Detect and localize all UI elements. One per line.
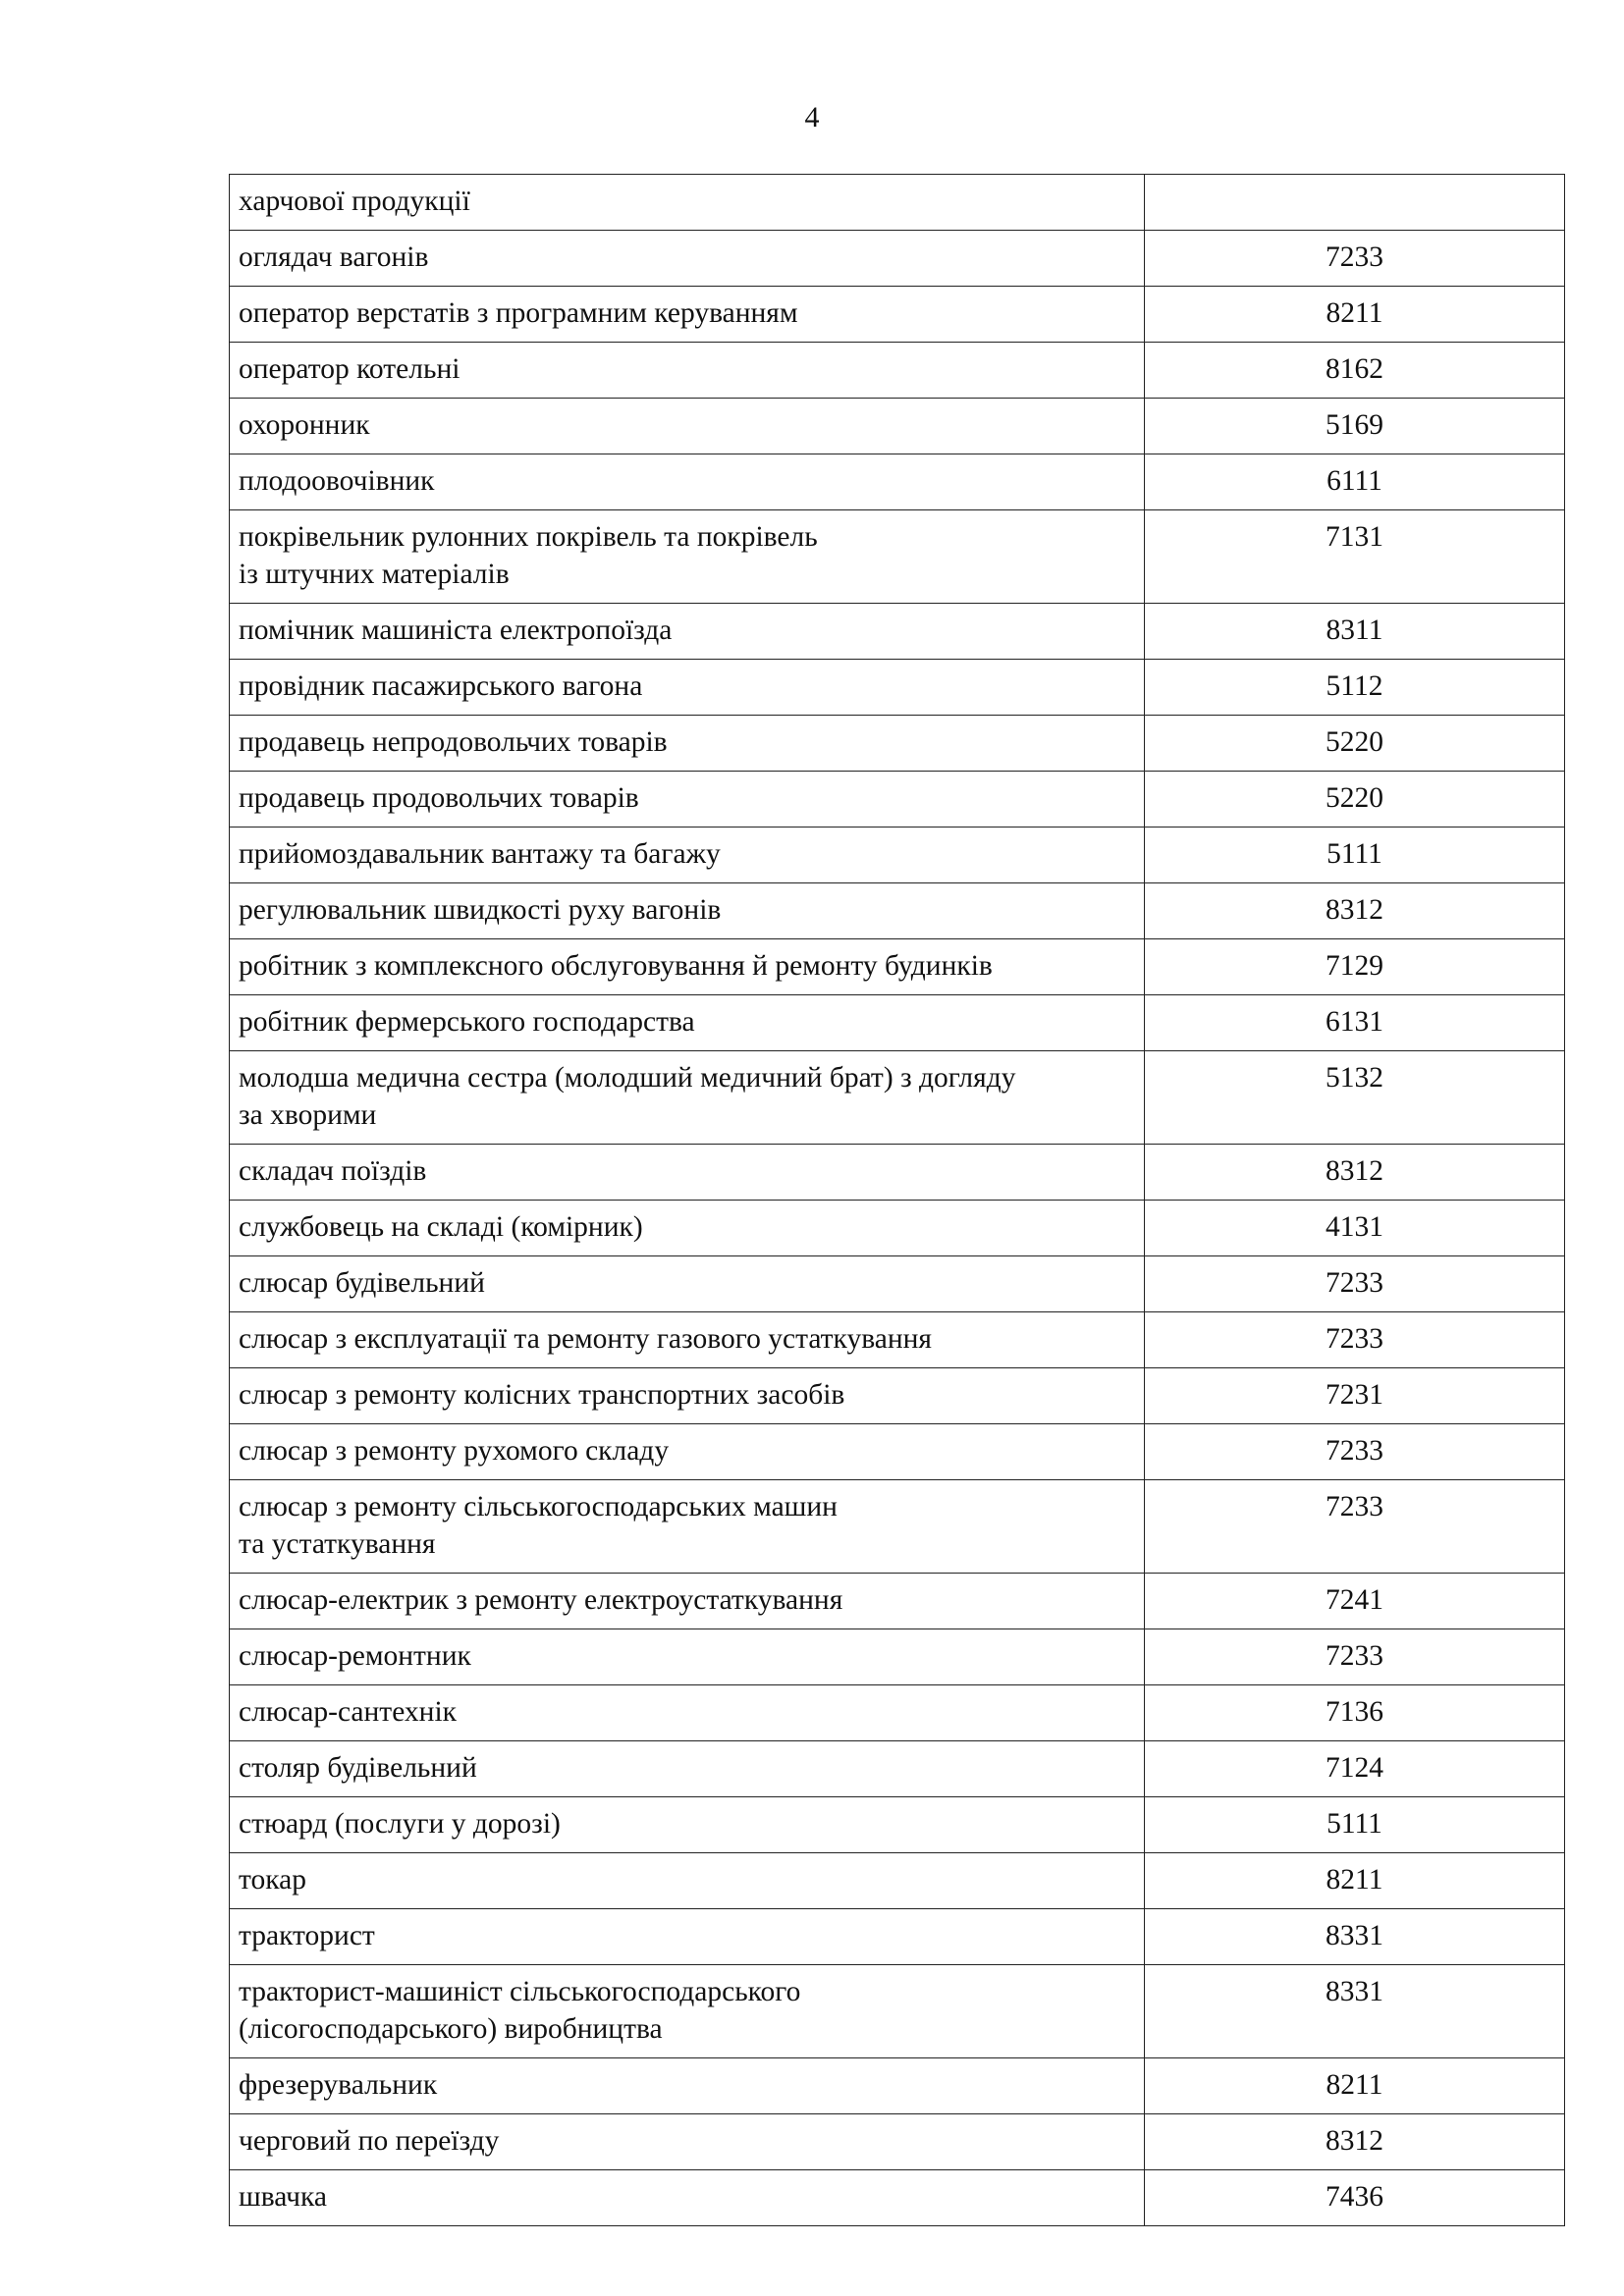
profession-code-cell: 6131: [1145, 995, 1565, 1051]
profession-code-cell: 7233: [1145, 1312, 1565, 1368]
profession-name-cell: [230, 939, 1145, 995]
profession-name-cell: [230, 883, 1145, 939]
table-row: [230, 660, 1565, 716]
profession-name-line: продавець непродовольчих товарів: [239, 726, 668, 758]
profession-name-line: слюсар з ремонту сільськогосподарських машин: [239, 1491, 838, 1522]
table-row: [230, 939, 1565, 995]
profession-name-cell: [230, 1368, 1145, 1424]
table-row: [230, 1480, 1565, 1574]
profession-name-cell: [230, 1480, 1145, 1574]
profession-code-cell: 6111: [1145, 454, 1565, 510]
profession-name-line: фрезерувальник: [239, 2069, 438, 2101]
profession-name-cell: [230, 1051, 1145, 1145]
profession-name-cell: [230, 1574, 1145, 1629]
profession-name-cell: [230, 1965, 1145, 2058]
profession-name-line: столяр будівельний: [239, 1752, 477, 1784]
table-row: [230, 2058, 1565, 2114]
profession-name-line: охоронник: [239, 409, 370, 441]
profession-name-line: регулювальник швидкості руху вагонів: [239, 894, 722, 926]
profession-name-line: (лісогосподарського) виробництва: [239, 2013, 663, 2045]
table-row: [230, 1741, 1565, 1797]
profession-name-line: стюард (послуги у дорозі): [239, 1808, 561, 1840]
profession-code-cell: 8211: [1145, 2058, 1565, 2114]
profession-name-line: та устаткування: [239, 1528, 436, 1560]
profession-name-cell: [230, 772, 1145, 828]
profession-code-cell: 8312: [1145, 883, 1565, 939]
table-row: [230, 995, 1565, 1051]
table-body: [230, 175, 1565, 2226]
profession-code-cell: [1145, 175, 1565, 231]
profession-name-cell: [230, 1312, 1145, 1368]
profession-name-line: робітник з комплексного обслуговування й ремонту будинків: [239, 950, 993, 982]
profession-code-cell: 7233: [1145, 231, 1565, 287]
profession-name-line: харчової продукції: [239, 186, 470, 217]
profession-name-cell: [230, 2114, 1145, 2170]
profession-name-cell: [230, 1741, 1145, 1797]
profession-code-cell: 8331: [1145, 1965, 1565, 2058]
profession-name-line: робітник фермерського господарства: [239, 1006, 695, 1038]
profession-name-line: складач поїздів: [239, 1155, 427, 1187]
profession-code-cell: 4131: [1145, 1201, 1565, 1256]
profession-code-table: [229, 174, 1565, 2226]
table-row: [230, 1312, 1565, 1368]
profession-code-cell: 7233: [1145, 1480, 1565, 1574]
profession-name-line: прийомоздавальник вантажу та багажу: [239, 838, 721, 870]
table-row: [230, 828, 1565, 883]
profession-code-cell: 5220: [1145, 772, 1565, 828]
profession-name-line: слюсар-електрик з ремонту електроустаткування: [239, 1584, 843, 1616]
table-row: [230, 399, 1565, 454]
profession-name-cell: [230, 660, 1145, 716]
table-row: [230, 1424, 1565, 1480]
table-row: [230, 1051, 1565, 1145]
table-row: [230, 510, 1565, 604]
profession-name-line: із штучних матеріалів: [239, 559, 510, 590]
profession-code-cell: 7241: [1145, 1574, 1565, 1629]
profession-name-line: за хворими: [239, 1099, 377, 1131]
profession-name-cell: [230, 231, 1145, 287]
profession-name-line: плодоовочівник: [239, 465, 435, 497]
table-row: [230, 1145, 1565, 1201]
profession-name-cell: [230, 1853, 1145, 1909]
table-row: [230, 343, 1565, 399]
profession-name-cell: [230, 1424, 1145, 1480]
profession-name-line: слюсар-ремонтник: [239, 1640, 471, 1672]
profession-code-cell: 8211: [1145, 287, 1565, 343]
profession-code-cell: 7136: [1145, 1685, 1565, 1741]
profession-name-line: помічник машиніста електропоїзда: [239, 614, 673, 646]
profession-code-cell: 8211: [1145, 1853, 1565, 1909]
profession-name-cell: [230, 454, 1145, 510]
profession-name-line: тракторист: [239, 1920, 375, 1951]
profession-code-cell: 7233: [1145, 1629, 1565, 1685]
profession-code-cell: 7131: [1145, 510, 1565, 604]
profession-name-cell: [230, 1797, 1145, 1853]
profession-name-cell: [230, 2058, 1145, 2114]
profession-name-cell: [230, 604, 1145, 660]
page-number: 4: [804, 101, 820, 133]
profession-code-cell: 5220: [1145, 716, 1565, 772]
profession-name-cell: [230, 716, 1145, 772]
profession-name-cell: [230, 510, 1145, 604]
table-row: [230, 1797, 1565, 1853]
profession-code-cell: 7436: [1145, 2170, 1565, 2226]
profession-name-cell: [230, 343, 1145, 399]
profession-name-line: швачка: [239, 2181, 327, 2213]
profession-code-cell: 7233: [1145, 1424, 1565, 1480]
profession-name-line: провідник пасажирського вагона: [239, 670, 643, 702]
profession-name-line: слюсар з ремонту колісних транспортних засобів: [239, 1379, 845, 1411]
table-row: [230, 1629, 1565, 1685]
profession-code-cell: 5112: [1145, 660, 1565, 716]
profession-name-cell: [230, 1909, 1145, 1965]
profession-name-cell: [230, 1685, 1145, 1741]
profession-code-cell: 7233: [1145, 1256, 1565, 1312]
table-row: [230, 1368, 1565, 1424]
table-row: [230, 1965, 1565, 2058]
profession-name-cell: [230, 828, 1145, 883]
profession-name-cell: [230, 995, 1145, 1051]
profession-name-line: молодша медична сестра (молодший медичний брат) з догляду: [239, 1062, 1016, 1094]
profession-name-line: слюсар з експлуатації та ремонту газового устаткування: [239, 1323, 932, 1355]
table-row: [230, 454, 1565, 510]
table-row: [230, 2114, 1565, 2170]
profession-code-cell: 7124: [1145, 1741, 1565, 1797]
table-row: [230, 1853, 1565, 1909]
table-row: [230, 1574, 1565, 1629]
profession-code-cell: 5111: [1145, 1797, 1565, 1853]
profession-name-cell: [230, 1629, 1145, 1685]
profession-code-cell: 8312: [1145, 1145, 1565, 1201]
table-row: [230, 175, 1565, 231]
table-row: [230, 1909, 1565, 1965]
table-row: [230, 231, 1565, 287]
table-row: [230, 1256, 1565, 1312]
profession-code-cell: 5132: [1145, 1051, 1565, 1145]
profession-name-cell: [230, 2170, 1145, 2226]
profession-code-cell: 5169: [1145, 399, 1565, 454]
profession-name-line: оператор котельні: [239, 353, 460, 385]
profession-name-line: оператор верстатів з програмним керуванням: [239, 297, 798, 329]
table-row: [230, 604, 1565, 660]
table-row: [230, 1685, 1565, 1741]
profession-name-cell: [230, 287, 1145, 343]
profession-name-line: слюсар з ремонту рухомого складу: [239, 1435, 670, 1467]
profession-name-cell: [230, 1201, 1145, 1256]
profession-name-line: слюсар будівельний: [239, 1267, 485, 1299]
table-row: [230, 716, 1565, 772]
profession-code-cell: 7231: [1145, 1368, 1565, 1424]
profession-name-cell: [230, 1256, 1145, 1312]
profession-code-cell: 8311: [1145, 604, 1565, 660]
table-row: [230, 772, 1565, 828]
table-row: [230, 287, 1565, 343]
profession-name-cell: [230, 175, 1145, 231]
profession-name-cell: [230, 399, 1145, 454]
profession-name-line: службовець на складі (комірник): [239, 1211, 643, 1243]
profession-name-cell: [230, 1145, 1145, 1201]
profession-name-line: тракторист-машиніст сільськогосподарського: [239, 1976, 801, 2007]
profession-code-cell: 5111: [1145, 828, 1565, 883]
profession-code-cell: 8162: [1145, 343, 1565, 399]
profession-code-cell: 8312: [1145, 2114, 1565, 2170]
table-row: [230, 883, 1565, 939]
table-row: [230, 2170, 1565, 2226]
profession-code-cell: 8331: [1145, 1909, 1565, 1965]
profession-name-line: черговий по переїзду: [239, 2125, 500, 2157]
profession-name-line: слюсар-сантехнік: [239, 1696, 457, 1728]
profession-name-line: покрівельник рулонних покрівель та покрівель: [239, 521, 818, 553]
table-row: [230, 1201, 1565, 1256]
profession-name-line: продавець продовольчих товарів: [239, 782, 639, 814]
profession-name-line: оглядач вагонів: [239, 241, 429, 273]
profession-name-line: токар: [239, 1864, 306, 1896]
profession-code-cell: 7129: [1145, 939, 1565, 995]
